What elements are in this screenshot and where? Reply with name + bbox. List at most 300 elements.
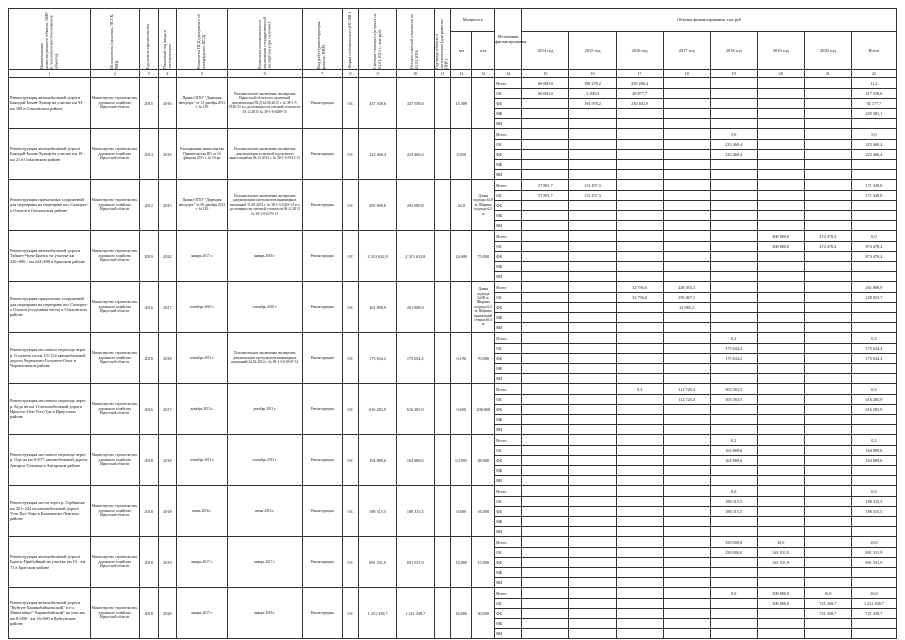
funding-total: 874 478,4 [851, 242, 896, 252]
funding-source: ВИ [495, 272, 522, 282]
funding-y2019 [757, 384, 804, 395]
funding-y2015 [569, 405, 616, 415]
funding-source: МБ [495, 262, 522, 272]
column-number: 9 [359, 70, 397, 78]
funding-y2020 [804, 140, 851, 150]
header-year-4: 2018 год [711, 32, 758, 69]
funding-total [851, 119, 896, 129]
funding-source: Всего [495, 588, 522, 599]
funding-total [851, 221, 896, 231]
funding-y2016 [616, 140, 663, 150]
remaining-cost: 188 315,5 [396, 486, 434, 537]
funding-total: 228 823,7 [851, 293, 896, 303]
funding-y2019 [757, 211, 804, 221]
funding-y2015: 194 978,2 [569, 99, 616, 109]
funding-y2014 [522, 364, 569, 374]
funding-total [851, 425, 896, 435]
funding-y2018 [710, 619, 757, 629]
funding-y2018 [710, 109, 757, 119]
funding-y2017 [663, 558, 710, 568]
funding-source: МБ [495, 517, 522, 527]
funding-y2020 [804, 293, 851, 303]
table-row [9, 231, 897, 242]
header-funding: Объемы финансирования, тыс.руб 2014 год 2015 год 2016 год 2017 год 2018 год 2019 год 2020 год Всего [522, 9, 897, 70]
column-number: 21 [804, 70, 851, 78]
funding-y2015: 3 300,0 [569, 89, 616, 99]
funding-y2015 [569, 476, 616, 486]
funding-y2019 [757, 252, 804, 262]
header-pm: п.м. [479, 48, 487, 53]
ownership: ОС [342, 282, 359, 333]
funding-y2019 [757, 578, 804, 588]
funding-y2015 [569, 537, 616, 548]
funding-y2019 [757, 517, 804, 527]
finish-year: 2019 [158, 537, 177, 588]
executor: Министерство строительства, дорожного хозяйства Иркутской области [90, 78, 139, 129]
funding-y2015 [569, 129, 616, 140]
funding-y2017: 112 720,4 [663, 384, 710, 395]
funding-y2015 [569, 211, 616, 221]
funding-y2016 [616, 119, 663, 129]
funding-y2020 [804, 517, 851, 527]
column-number: 11 [434, 70, 451, 78]
funding-y2020 [804, 578, 851, 588]
estimate-cost: 616 283,9 [359, 384, 397, 435]
funding-y2014 [522, 537, 569, 548]
funding-y2015 [569, 160, 616, 170]
funding-y2018 [710, 313, 757, 323]
header-year-5: 2019 год [758, 32, 805, 69]
funding-y2019 [757, 364, 804, 374]
funding-y2020 [804, 548, 851, 558]
ownership: ОС [342, 588, 359, 639]
funding-y2018 [710, 262, 757, 272]
start-year: 2018 [139, 588, 158, 639]
capacity-km: 4,950 [451, 129, 472, 180]
funding-total: 616 283,9 [851, 395, 896, 405]
funding-y2019 [757, 395, 804, 405]
funding-total: 92 177,7 [851, 99, 896, 109]
funding-y2015: 113 457,3 [569, 191, 616, 201]
funding-y2014 [522, 629, 569, 639]
column-number: 7 [302, 70, 342, 78]
funding-source: ОБ [495, 548, 522, 558]
work-type: Реконструкция [302, 384, 342, 435]
commission-year [434, 486, 451, 537]
funding-total: 223 460,4 [851, 140, 896, 150]
funding-y2016 [616, 527, 663, 537]
funding-y2019 [757, 160, 804, 170]
ownership: ОС [342, 333, 359, 384]
funding-y2015 [569, 568, 616, 578]
commission-year [434, 129, 451, 180]
funding-y2015 [569, 344, 616, 354]
funding-y2020 [804, 425, 851, 435]
funding-source: ВИ [495, 425, 522, 435]
commission-year [434, 282, 451, 333]
funding-y2018 [710, 89, 757, 99]
funding-y2017: 112 720,4 [663, 395, 710, 405]
capacity-pm: 208,000 [472, 384, 495, 435]
funding-y2019 [757, 262, 804, 272]
capacity-km: 0,1095 [451, 435, 472, 486]
funding-y2014 [522, 609, 569, 619]
funding-y2017: 32 985,2 [663, 303, 710, 313]
funding-y2016: 230 402,9 [616, 99, 663, 109]
funding-y2020 [804, 201, 851, 211]
funding-y2019 [757, 344, 804, 354]
funding-y2014 [522, 384, 569, 395]
funding-y2016 [616, 619, 663, 629]
funding-source: Всего [495, 384, 522, 395]
funding-y2019 [757, 180, 804, 191]
funding-y2018: 188 315,5 [710, 507, 757, 517]
finish-year: 2016 [158, 78, 177, 129]
funding-total [851, 364, 896, 374]
funding-y2018 [710, 527, 757, 537]
executor: Министерство строительства, дорожного хозяйства Иркутской области [90, 180, 139, 231]
funding-y2014 [522, 252, 569, 262]
funding-total: 5,0 [851, 129, 896, 140]
funding-y2015 [569, 323, 616, 333]
funding-y2018 [710, 293, 757, 303]
header-psd: Реквизиты ПСД (документа об утверждении ПСД) [177, 9, 227, 70]
funding-y2018 [710, 517, 757, 527]
ownership: ОС [342, 78, 359, 129]
start-year: 2015 [139, 78, 158, 129]
funding-total [851, 323, 896, 333]
funding-y2018: 223 460,4 [710, 140, 757, 150]
funding-source: ФБ [495, 507, 522, 517]
funding-y2016 [616, 599, 663, 609]
funding-y2014 [522, 221, 569, 231]
funding-y2019 [757, 435, 804, 446]
funding-y2020 [804, 262, 851, 272]
funding-y2017 [663, 609, 710, 619]
remaining-cost: 437 558,6 [396, 78, 434, 129]
funding-y2019 [757, 354, 804, 364]
funding-y2015 [569, 354, 616, 364]
funding-y2019: 341 531,9 [757, 548, 804, 558]
funding-y2017 [663, 119, 710, 129]
header-year-7: Всего [868, 48, 880, 53]
table-row [9, 333, 897, 344]
funding-y2017 [663, 150, 710, 160]
funding-y2019 [757, 323, 804, 333]
start-year: 2016 [139, 384, 158, 435]
start-year: 2014 [139, 129, 158, 180]
funding-y2020 [804, 119, 851, 129]
expertise-details: сентябрь 2016 г. [227, 282, 302, 333]
funding-source: ФБ [495, 609, 522, 619]
funding-y2015 [569, 242, 616, 252]
header-expertise: Реквизиты положительного заключения государственной экспертизы (при наличии) [227, 9, 302, 70]
funding-y2017 [663, 180, 710, 191]
funding-y2015 [569, 599, 616, 609]
table-row [9, 282, 897, 293]
funding-source: МБ [495, 160, 522, 170]
funding-y2019: 341 531,9 [757, 558, 804, 568]
executor: Министерство строительства, дорожного хозяйства Иркутской области [90, 282, 139, 333]
funding-y2015 [569, 170, 616, 180]
funding-table [8, 8, 897, 639]
funding-y2017 [663, 578, 710, 588]
funding-y2017 [663, 476, 710, 486]
object-name: Реконструкция мостового перехода через р. Ода на км 6+077 автомобильной дороги Ангарск-Тальяны в Ангарском районе [9, 435, 91, 486]
header-start-year: Год начала строительства [139, 9, 158, 70]
funding-y2020 [804, 456, 851, 466]
work-type: Реконструкция [302, 486, 342, 537]
funding-total: 0,0 [851, 231, 896, 242]
funding-total: 223 460,4 [851, 150, 896, 160]
ownership: ОС [342, 129, 359, 180]
funding-y2018 [710, 374, 757, 384]
funding-total [851, 170, 896, 180]
psd-details: январь 2017 г. [177, 231, 227, 282]
funding-y2015 [569, 558, 616, 568]
psd-details: сентябрь 2013 г. [177, 333, 227, 384]
funding-y2018: 0,0 [710, 588, 757, 599]
funding-y2014 [522, 170, 569, 180]
funding-y2020 [804, 109, 851, 119]
funding-total: 691 531,9 [851, 548, 896, 558]
funding-y2019 [757, 150, 804, 160]
funding-y2019 [757, 466, 804, 476]
header-capacity: Мощность км п.м. [451, 9, 495, 70]
funding-y2016 [616, 415, 663, 425]
funding-y2016 [616, 221, 663, 231]
funding-source: ФБ [495, 456, 522, 466]
header-work-type: Вид работ (реконструкция, ремонт, ПИР) [302, 9, 342, 70]
funding-y2018 [710, 425, 757, 435]
funding-source: МБ [495, 415, 522, 425]
funding-y2015 [569, 507, 616, 517]
finish-year: 2018 [158, 333, 177, 384]
funding-y2020 [804, 415, 851, 425]
commission-year [434, 231, 451, 282]
funding-y2018: 175 634,2 [710, 344, 757, 354]
expertise-details: июнь 2016 г. [227, 486, 302, 537]
funding-source: ОБ [495, 140, 522, 150]
column-number: 22 [851, 70, 896, 78]
column-number: 12 [451, 70, 472, 78]
estimate-cost: 175 634,2 [359, 333, 397, 384]
funding-y2017 [663, 231, 710, 242]
funding-total: 175 634,2 [851, 354, 896, 364]
work-type: Реконструкция [302, 537, 342, 588]
funding-y2017 [663, 323, 710, 333]
table-row [9, 486, 897, 497]
funding-y2016 [616, 170, 663, 180]
table-row [9, 435, 897, 446]
header-object-name: Наименование инвестиционного объекта, ПИР (с указанием местоположения объекта) [9, 9, 91, 70]
funding-y2016 [616, 568, 663, 578]
funding-y2018: 503 563,5 [710, 384, 757, 395]
column-number: 17 [616, 70, 663, 78]
object-name: Реконструкция мостового перехода через р. Куда на км 13 автомобильной дороги Иркутск-Оек-Усть-Уда в Иркутском районе [9, 384, 91, 435]
funding-source: ВИ [495, 476, 522, 486]
funding-total: 317 558,6 [851, 89, 896, 99]
header-estimate: Сметная стоимость (в ценах на 01.01.2015 г., тыс.руб) [359, 9, 397, 70]
funding-y2019 [757, 119, 804, 129]
psd-details: январь 2017 г. [177, 537, 227, 588]
funding-total [851, 517, 896, 527]
remaining-cost: 261 808,9 [396, 282, 434, 333]
table-row [9, 180, 897, 191]
funding-y2016 [616, 364, 663, 374]
funding-y2018: 164 889,6 [710, 446, 757, 456]
funding-total [851, 313, 896, 323]
funding-y2017 [663, 405, 710, 415]
funding-y2015 [569, 303, 616, 313]
ownership: ОС [342, 486, 359, 537]
column-number: 8 [342, 70, 359, 78]
funding-total: 0,2 [851, 435, 896, 446]
funding-source: ОБ [495, 242, 522, 252]
funding-y2017 [663, 211, 710, 221]
remaining-cost: 164 889,6 [396, 435, 434, 486]
funding-y2018 [710, 242, 757, 252]
funding-source: ФБ [495, 558, 522, 568]
funding-total: 261 808,9 [851, 282, 896, 293]
funding-y2016 [616, 578, 663, 588]
capacity-pm: 54,000 [472, 486, 495, 537]
funding-y2019 [757, 425, 804, 435]
expertise-details: январь 2018 г. [227, 588, 302, 639]
column-number: 3 [139, 70, 158, 78]
funding-y2018 [710, 282, 757, 293]
funding-y2014: 57 891,7 [522, 180, 569, 191]
funding-y2018 [710, 303, 757, 313]
funding-total: 425 381,1 [851, 109, 896, 119]
funding-y2016: 0,3 [616, 384, 663, 395]
funding-y2014 [522, 425, 569, 435]
capacity-pm: 70,000 [472, 333, 495, 384]
work-type: Реконструкция [302, 231, 342, 282]
estimate-cost: 437 558,6 [359, 78, 397, 129]
funding-y2015 [569, 486, 616, 497]
expertise-details: сентябрь 2013 г. [227, 435, 302, 486]
funding-total: 691 531,9 [851, 558, 896, 568]
funding-source: Всего [495, 231, 522, 242]
funding-y2015 [569, 201, 616, 211]
funding-y2015 [569, 272, 616, 282]
funding-y2020 [804, 405, 851, 415]
start-year: 2018 [139, 435, 158, 486]
funding-y2014 [522, 446, 569, 456]
funding-y2015: 113 457,3 [569, 180, 616, 191]
column-number: 13 [472, 70, 495, 78]
expertise-details: январь 2018 г. [227, 231, 302, 282]
funding-y2016 [616, 548, 663, 558]
column-number: 5 [177, 70, 227, 78]
funding-y2019 [757, 568, 804, 578]
funding-source: Всего [495, 537, 522, 548]
work-type: Реконструкция [302, 129, 342, 180]
column-number: 2 [90, 70, 139, 78]
funding-y2019 [757, 486, 804, 497]
funding-y2014 [522, 344, 569, 354]
funding-y2020 [804, 211, 851, 221]
funding-y2014 [522, 497, 569, 507]
funding-table-sheet [8, 8, 897, 639]
funding-source: ОБ [495, 293, 522, 303]
remaining-cost: 223 460,4 [396, 129, 434, 180]
funding-y2015 [569, 313, 616, 323]
funding-y2016 [616, 374, 663, 384]
object-name: Реконструкция автомобильной дороги Баяндай-Бохан-Хужир на участке км 18 - км 21 в Ольхонском районе [9, 129, 91, 180]
funding-y2018: 164 889,6 [710, 456, 757, 466]
funding-y2018 [710, 323, 757, 333]
commission-year [434, 333, 451, 384]
funding-total [851, 527, 896, 537]
funding-source: МБ [495, 313, 522, 323]
funding-total: 164 889,6 [851, 446, 896, 456]
header-year-3: 2017 год [664, 32, 711, 69]
funding-y2016 [616, 507, 663, 517]
funding-y2020 [804, 435, 851, 446]
funding-y2017 [663, 599, 710, 609]
funding-y2014 [522, 282, 569, 293]
funding-y2016 [616, 405, 663, 415]
funding-y2018 [710, 272, 757, 282]
remaining-cost: 1 221 438,7 [396, 588, 434, 639]
funding-y2015 [569, 466, 616, 476]
funding-y2015 [569, 252, 616, 262]
funding-y2020 [804, 323, 851, 333]
funding-y2020 [804, 150, 851, 160]
start-year: 2019 [139, 231, 158, 282]
funding-y2014 [522, 578, 569, 588]
funding-source: ФБ [495, 405, 522, 415]
funding-y2015 [569, 384, 616, 395]
funding-y2020: 16,0 [804, 588, 851, 599]
funding-y2016 [616, 323, 663, 333]
funding-y2015 [569, 140, 616, 150]
funding-y2015 [569, 578, 616, 588]
funding-y2019 [757, 497, 804, 507]
funding-y2014 [522, 313, 569, 323]
funding-total: 164 889,6 [851, 456, 896, 466]
psd-details: сентябрь 2016 г. [177, 282, 227, 333]
finish-year: 2022 [158, 231, 177, 282]
executor: Министерство строительства, дорожного хозяйства Иркутской области [90, 129, 139, 180]
capacity-pm: 30,000 [472, 588, 495, 639]
funding-y2018 [710, 609, 757, 619]
funding-y2017 [663, 517, 710, 527]
funding-y2018 [710, 170, 757, 180]
funding-y2017 [663, 619, 710, 629]
funding-y2015 [569, 150, 616, 160]
column-number: 10 [396, 70, 434, 78]
funding-y2020 [804, 191, 851, 201]
funding-y2019 [757, 609, 804, 619]
funding-source: Всего [495, 180, 522, 191]
funding-source: Всего [495, 282, 522, 293]
column-number: 19 [710, 70, 757, 78]
column-number: 6 [227, 70, 302, 78]
funding-y2017: 195 067,1 [663, 293, 710, 303]
funding-y2014 [522, 466, 569, 476]
funding-y2016 [616, 333, 663, 344]
remaining-cost: 205 690,8 [396, 180, 434, 231]
table-row [9, 129, 897, 140]
funding-source: ВИ [495, 527, 522, 537]
funding-y2019 [757, 78, 804, 89]
funding-y2017 [663, 201, 710, 211]
funding-y2020 [804, 476, 851, 486]
funding-y2019 [757, 446, 804, 456]
